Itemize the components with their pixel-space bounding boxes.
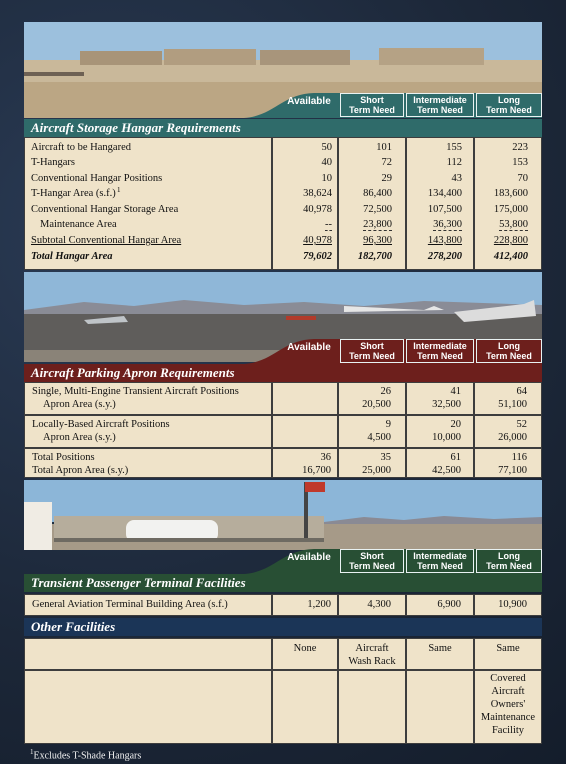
col-intermediate: Intermediate Term Need [406, 339, 474, 363]
hangar-row-avail: 79,602 [303, 251, 332, 262]
hangar-row-short: 72 [381, 157, 392, 168]
other-available-cell [272, 638, 338, 670]
apron-label-1: Total Positions [32, 452, 95, 463]
terminal-label-cell [24, 594, 272, 616]
terminal-long-cell [474, 594, 542, 616]
other-table [24, 638, 542, 744]
apron-value: 52 [516, 419, 527, 430]
apron-title: Aircraft Parking Apron Requirements [24, 364, 542, 382]
hangar-row-inter: 43 [451, 173, 462, 184]
col-long: Long Term Need [476, 549, 542, 573]
other-short-cell-2 [338, 670, 406, 744]
owners-line: Owners' [490, 699, 526, 710]
hangar-row-inter: 278,200 [427, 251, 462, 262]
aircraft-line: Aircraft [491, 686, 525, 697]
hangar-row-long: 223 [512, 142, 528, 153]
apron-value: 10,000 [432, 432, 461, 443]
apron-value: 16,700 [302, 465, 331, 476]
col-long: Long Term Need [476, 93, 542, 117]
hangar-row-label: Maintenance Area [40, 219, 117, 230]
apron-cell [474, 448, 542, 478]
facility-line: Facility [491, 725, 525, 736]
hangar-row-inter: 36,300 [433, 219, 462, 230]
other-intermediate-cell [406, 638, 474, 670]
terminal-long: 10,900 [498, 599, 527, 610]
footnote: $^1$Excludes T-Shade Hangars [30, 748, 142, 762]
apron-label-1: Single, Multi-Engine Transient Aircraft Positions [32, 386, 239, 397]
hangar-row-label: Total Hangar Area [31, 251, 113, 262]
apron-cell [338, 448, 406, 478]
hangar-title: Aircraft Storage Hangar Requirements [24, 119, 542, 137]
terminal-intermediate-cell [406, 594, 474, 616]
apron-value: 9 [385, 419, 391, 430]
apron-value: 51,100 [498, 399, 527, 410]
hangar-row-inter: 112 [446, 157, 462, 168]
other-long-cell-2 [474, 670, 542, 744]
apron-value: 61 [450, 452, 461, 463]
apron-cell [406, 448, 474, 478]
other-label-cell-2 [24, 670, 272, 744]
hangar-row-avail: 50 [321, 142, 332, 153]
apron-cell [272, 415, 338, 448]
apron-cell [24, 382, 272, 415]
other-short-line1: Aircraft [355, 643, 389, 654]
hangar-row-inter: 107,500 [427, 204, 462, 215]
apron-cell [474, 415, 542, 448]
col-short: Short Term Need [340, 549, 404, 573]
apron-label-2: Total Apron Area (s.y.) [32, 465, 129, 476]
apron-cell [338, 415, 406, 448]
hangar-row-short: 72,500 [363, 204, 392, 215]
apron-value: 64 [516, 386, 527, 397]
hangar-row-label: T-Hangars [31, 157, 75, 168]
apron-column-header [24, 336, 542, 364]
apron-value: 26 [380, 386, 391, 397]
maintenance-line: Maintenance [480, 712, 536, 723]
col-long: Long Term Need [476, 339, 542, 363]
terminal-photo [24, 480, 542, 550]
apron-cell [406, 415, 474, 448]
hangar-row-long: 412,400 [493, 251, 528, 262]
col-available: Available [287, 552, 331, 563]
other-short-cell [338, 638, 406, 670]
apron-value: 36 [320, 452, 331, 463]
hangar-row-long: 153 [512, 157, 528, 168]
col-intermediate: Intermediate Term Need [406, 93, 474, 117]
hangar-row-avail: 40,978 [303, 235, 332, 246]
apron-cell [338, 382, 406, 415]
terminal-available-cell [272, 594, 338, 616]
hangar-row-long: 175,000 [493, 204, 528, 215]
hangar-row-short: 29 [381, 173, 392, 184]
other-long-cell [474, 638, 542, 670]
hangar-row-short: 182,700 [357, 251, 392, 262]
hangar-table [24, 137, 542, 270]
hangar-row-inter: 134,400 [427, 188, 462, 199]
other-available: None [293, 643, 317, 654]
hangar-row-inter: 143,800 [427, 235, 462, 246]
hangar-column-header [24, 90, 542, 118]
apron-table [24, 382, 542, 478]
hangar-row-long: 228,800 [493, 235, 528, 246]
terminal-table [24, 594, 542, 616]
apron-cell [24, 415, 272, 448]
apron-value: 42,500 [432, 465, 461, 476]
terminal-column-header [24, 546, 542, 574]
hangar-row-short: 101 [376, 142, 392, 153]
col-available: Available [287, 96, 331, 107]
col-intermediate: Intermediate Term Need [406, 549, 474, 573]
hangar-row-short: 96,300 [363, 235, 392, 246]
other-long: Same [496, 643, 520, 654]
other-label-cell-1 [24, 638, 272, 670]
hangar-row-label: Conventional Hangar Positions [31, 173, 163, 184]
terminal-intermediate: 6,900 [437, 599, 461, 610]
other-title: Other Facilities [24, 618, 542, 636]
hangar-row-long: 53,800 [499, 219, 528, 230]
col-short: Short Term Need [340, 339, 404, 363]
hangar-row-avail: 40,978 [303, 204, 332, 215]
hangar-row-label: T-Hangar Area (s.f.) [31, 188, 116, 199]
apron-label-2: Apron Area (s.y.) [43, 399, 116, 410]
apron-value: 26,000 [498, 432, 527, 443]
col-available: Available [287, 342, 331, 353]
hangar-row-inter: 155 [446, 142, 462, 153]
footnote-marker: 1 [117, 186, 121, 194]
other-available-cell-2 [272, 670, 338, 744]
other-short-line2: Wash Rack [348, 656, 396, 667]
apron-value: 4,500 [367, 432, 391, 443]
apron-value: 32,500 [432, 399, 461, 410]
terminal-label: General Aviation Terminal Building Area (s.f.) [32, 599, 228, 610]
hangar-row-label: Subtotal Conventional Hangar Area [31, 235, 182, 246]
hangar-row-label: Aircraft to be Hangared [31, 142, 131, 153]
hangar-row-avail: 40 [321, 157, 332, 168]
hangar-row-avail: 10 [321, 173, 332, 184]
apron-cell [24, 448, 272, 478]
apron-value: 25,000 [362, 465, 391, 476]
other-intermediate-cell-2 [406, 670, 474, 744]
covered-line: Covered [490, 673, 526, 684]
hangar-row-label: Conventional Hangar Storage Area [31, 204, 179, 215]
apron-cell [272, 448, 338, 478]
terminal-title: Transient Passenger Terminal Facilities [24, 574, 542, 592]
apron-cell [406, 382, 474, 415]
terminal-short-cell [338, 594, 406, 616]
col-short: Short Term Need [340, 93, 404, 117]
apron-value: 41 [450, 386, 461, 397]
apron-cell [272, 382, 338, 415]
hangar-row-long: 70 [517, 173, 528, 184]
apron-value: 20 [450, 419, 461, 430]
apron-value: 116 [511, 452, 527, 463]
hangar-row-avail: 38,624 [303, 188, 332, 199]
apron-value: 35 [380, 452, 391, 463]
other-intermediate: Same [428, 643, 452, 654]
hangar-row-short: 86,400 [363, 188, 392, 199]
terminal-available: 1,200 [307, 599, 331, 610]
apron-value: 77,100 [498, 465, 527, 476]
terminal-short: 4,300 [367, 599, 391, 610]
hangar-row-avail: -- [325, 219, 332, 230]
apron-cell [474, 382, 542, 415]
apron-label-1: Locally-Based Aircraft Positions [32, 419, 170, 430]
apron-value: 20,500 [362, 399, 391, 410]
apron-label-2: Apron Area (s.y.) [43, 432, 116, 443]
hangar-row-short: 23,800 [363, 219, 392, 230]
hangar-row-long: 183,600 [493, 188, 528, 199]
